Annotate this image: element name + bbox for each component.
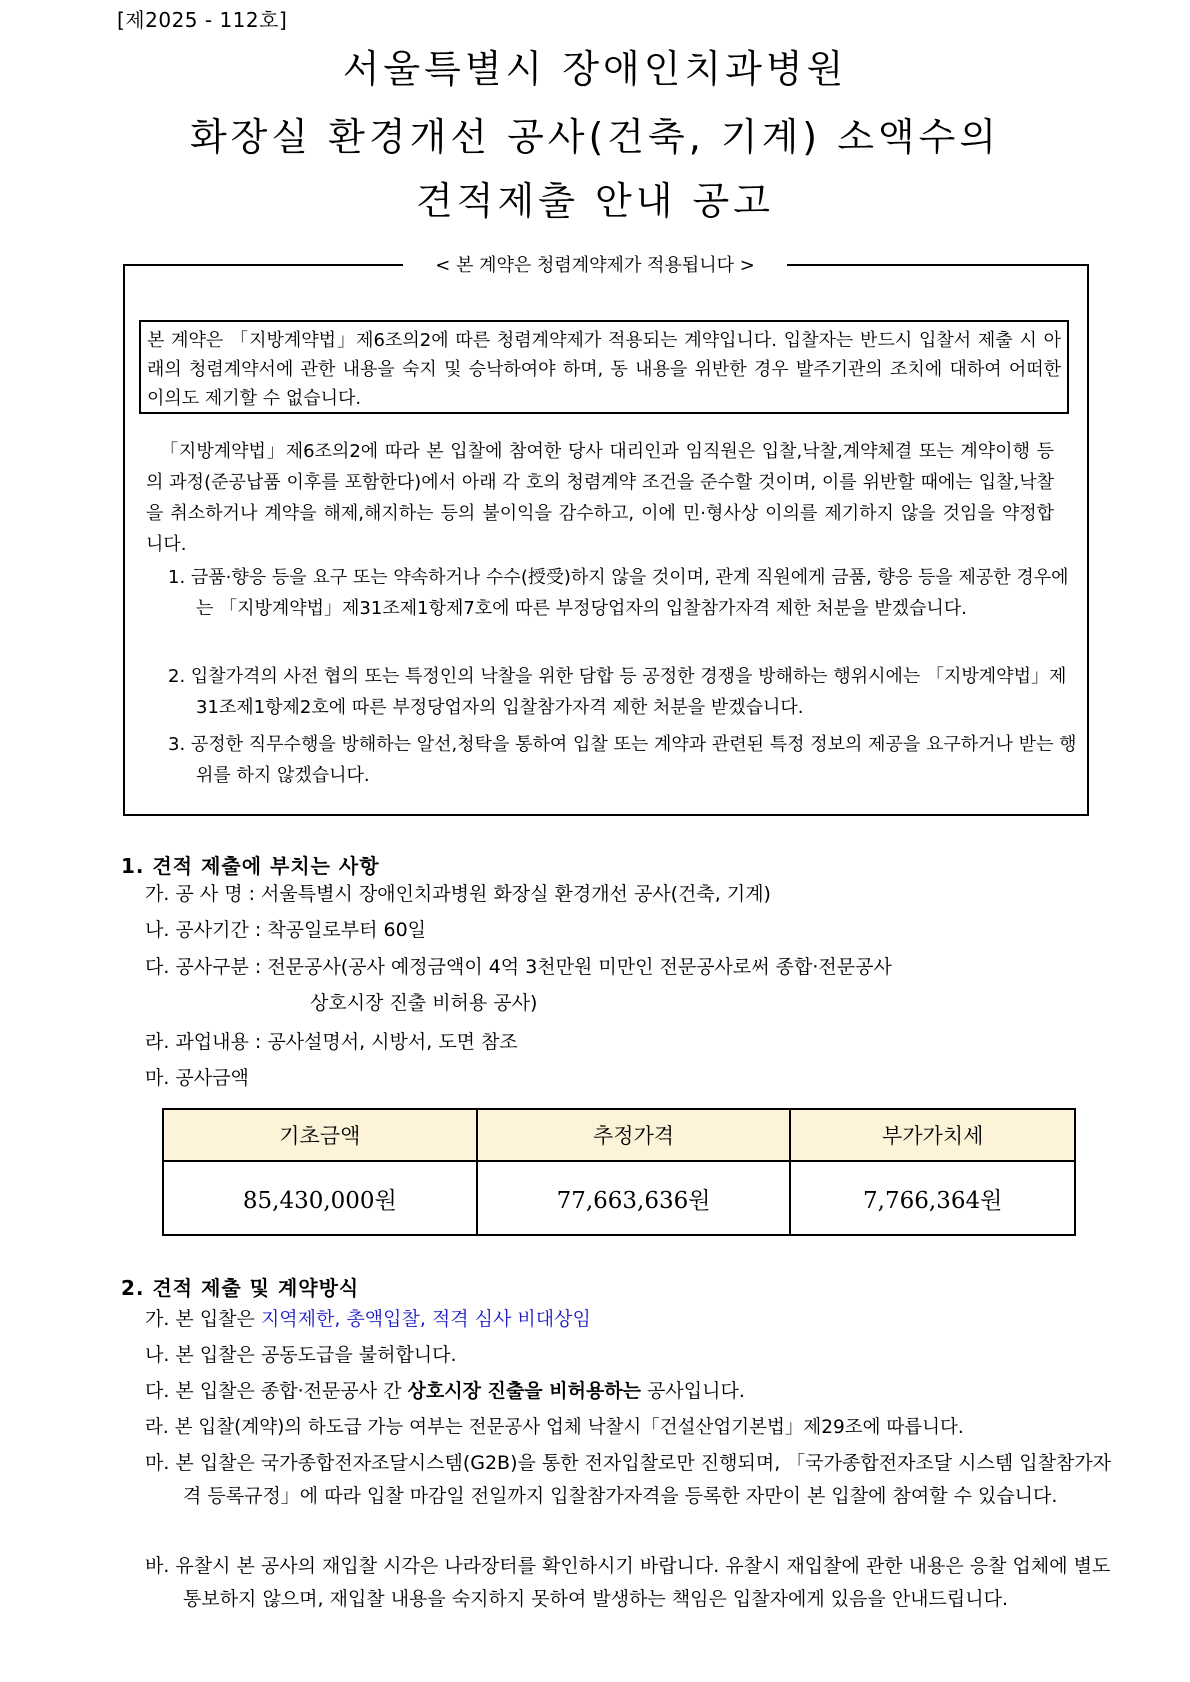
section2-item-ga-prefix: 가. 본 입찰은 [145,1308,261,1330]
integrity-item-2: 2. 입찰가격의 사전 협의 또는 특정인의 낙찰을 위한 담합 등 공정한 경쟁을 방해하는 행위시에는 「지방계약법」제31조제1항제2호에 따른 부정당업자의 입찰참가자격 제한 처분을 받겠습니다. [168,666,1067,718]
integrity-intro: 「지방계약법」제6조의2에 따라 본 입찰에 참여한 당사 대리인과 임직원은 입찰,낙찰,계약체결 또는 계약이행 등의 과정(준공납품 이후를 포함한다)에서 아래 각 호의 청렴계약 조건을 준수할 것이며, 이를 위반할 때에는 입찰,낙찰을 취소하거나 계약을 해제,해지하는 등의 불이익을 감수하고, 이에 민·형사상 이의를 제기하지 않을 것임을 약정합니다. [146,441,1054,555]
section2-item-ma: 마. 본 입찰은 국가종합전자조달시스템(G2B)을 통한 전자입찰로만 진행되며, 「국가종합전자조달 시스템 입찰참가자격 등록규정」에 따라 입찰 마감일 전일까지 입찰참가자격을 등록한 자만이 본 입찰에 참여할 수 있습니다. [145,1452,1112,1507]
section1-item-na: 나. 공사기간 : 착공일로부터 60일 [145,919,427,941]
integrity-legend: < 본 계약은 청렴계약제가 적용됩니다 > [403,255,787,276]
value-estimated-price: 77,663,636원 [477,1161,791,1235]
section2-item-ga-highlight: 지역제한, 총액입찰, 적격 심사 비대상임 [260,1308,591,1330]
amount-table-header-row [163,1109,1075,1161]
section2-item-ba: 바. 유찰시 본 공사의 재입찰 시각은 나라장터를 확인하시기 바랍니다. 유찰시 재입찰에 관한 내용은 응찰 업체에 별도 통보하지 않으며, 재입찰 내용을 숙지하지 못하여 발생하는 책임은 입찰자에게 있음을 안내드립니다. [145,1555,1111,1610]
section1-item-da-cont: 상호시장 진출 비허용 공사) [310,992,538,1014]
header-base-amount: 기초금액 [163,1109,477,1161]
section1-heading: 1. 견적 제출에 부치는 사항 [121,854,380,878]
section2-item-da-prefix: 다. 본 입찰은 종합·전문공사 간 [145,1380,408,1402]
page-title-line2: 화장실 환경개선 공사(건축, 기계) 소액수의 [189,115,1001,159]
section1-item-ra: 라. 과업내용 : 공사설명서, 시방서, 도면 참조 [145,1031,518,1053]
header-estimated-price: 추정가격 [477,1109,791,1161]
section1-item-ma: 마. 공사금액 [145,1067,249,1089]
notice-number: [제2025 - 112호] [117,8,288,32]
integrity-item-3: 3. 공정한 직무수행을 방해하는 알선,청탁을 통하여 입찰 또는 계약과 관련된 특정 정보의 제공을 요구하거나 받는 행위를 하지 않겠습니다. [168,734,1077,786]
amount-table [162,1108,1076,1236]
section2-item-da [145,1375,745,1408]
section2-heading: 2. 견적 제출 및 계약방식 [121,1276,360,1300]
header-vat: 부가가치세 [790,1109,1075,1161]
section2-item-da-bold: 상호시장 진출을 비허용하는 [407,1380,642,1402]
section2-item-da-suffix: 공사입니다. [641,1380,745,1402]
value-base-amount: 85,430,000원 [163,1161,477,1235]
section2-item-ra: 라. 본 입찰(계약)의 하도급 가능 여부는 전문공사 업체 낙찰시「건설산업기본법」제29조에 따릅니다. [145,1417,964,1438]
integrity-legend-wrap [0,251,1190,277]
section1-item-ga: 가. 공 사 명 : 서울특별시 장애인치과병원 화장실 환경개선 공사(건축, 기계) [145,883,771,905]
integrity-notice-box: 본 계약은 「지방계약법」제6조의2에 따른 청렴계약제가 적용되는 계약입니다. 입찰자는 반드시 입찰서 제출 시 아래의 청렴계약서에 관한 내용을 숙지 및 승낙하여야 하며, 동 내용을 위반한 경우 발주기관의 조치에 대하여 어떠한 이의도 제기할 수 없습니다. [139,320,1069,414]
section2-item-na: 나. 본 입찰은 공동도급을 불허합니다. [145,1344,457,1366]
section1-item-da: 다. 공사구분 : 전문공사(공사 예정금액이 4억 3천만원 미만인 전문공사로써 종합·전문공사 [145,956,892,978]
amount-table-value-row [163,1161,1075,1235]
page-title-line3: 견적제출 안내 공고 [416,179,774,223]
integrity-item-1: 1. 금품·향응 등을 요구 또는 약속하거나 수수(授受)하지 않을 것이며, 관계 직원에게 금품, 향응 등을 제공한 경우에는 「지방계약법」제31조제1항제7호에 따른 부정당업자의 입찰참가자격 제한 처분을 받겠습니다. [168,567,1069,619]
section2-item-ga [145,1303,591,1336]
page-title-line1: 서울특별시 장애인치과병원 [342,47,848,91]
value-vat: 7,766,364원 [790,1161,1075,1235]
